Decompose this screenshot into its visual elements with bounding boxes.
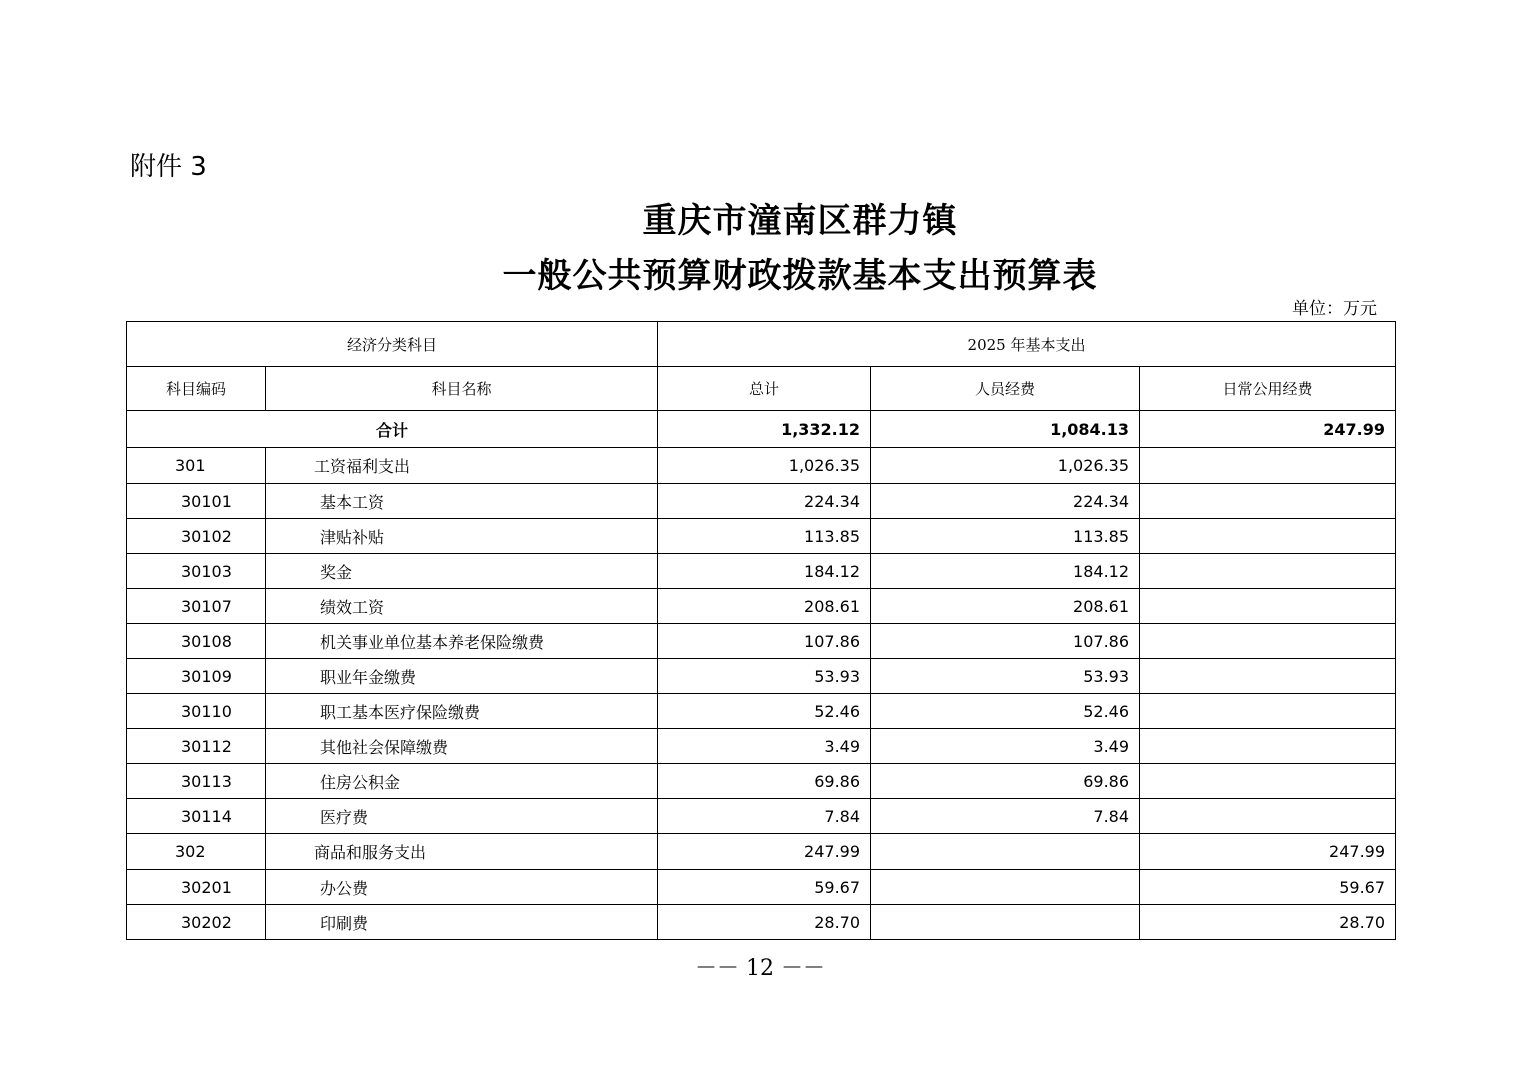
row-code: 302 bbox=[127, 834, 266, 870]
row-code: 30108 bbox=[127, 624, 266, 659]
row-total: 53.93 bbox=[658, 659, 871, 694]
row-name: 绩效工资 bbox=[266, 589, 658, 624]
row-public bbox=[1140, 484, 1396, 519]
total-row bbox=[127, 411, 1396, 448]
total-label: 合计 bbox=[127, 411, 658, 448]
row-name: 职工基本医疗保险缴费 bbox=[266, 694, 658, 729]
unit-label: 单位：万元 bbox=[1292, 299, 1377, 319]
row-code: 30202 bbox=[127, 905, 266, 940]
row-total: 3.49 bbox=[658, 729, 871, 764]
row-public bbox=[1140, 729, 1396, 764]
column-header-row bbox=[127, 367, 1396, 411]
row-personnel: 113.85 bbox=[871, 519, 1140, 554]
document-title-line-1: 重庆市潼南区群力镇 bbox=[642, 201, 958, 241]
row-name: 印刷费 bbox=[266, 905, 658, 940]
row-personnel: 224.34 bbox=[871, 484, 1140, 519]
table-row bbox=[127, 554, 1396, 589]
row-personnel: 3.49 bbox=[871, 729, 1140, 764]
table-row bbox=[127, 764, 1396, 799]
row-public: 28.70 bbox=[1140, 905, 1396, 940]
row-public bbox=[1140, 799, 1396, 834]
row-name: 商品和服务支出 bbox=[266, 834, 658, 870]
row-total: 28.70 bbox=[658, 905, 871, 940]
row-personnel: 107.86 bbox=[871, 624, 1140, 659]
column-header-total: 总计 bbox=[658, 367, 871, 411]
row-total: 224.34 bbox=[658, 484, 871, 519]
total-public: 247.99 bbox=[1140, 411, 1396, 448]
attachment-label: 附件 3 bbox=[130, 152, 207, 182]
table-row bbox=[127, 519, 1396, 554]
row-personnel bbox=[871, 834, 1140, 870]
row-name: 其他社会保障缴费 bbox=[266, 729, 658, 764]
row-total: 69.86 bbox=[658, 764, 871, 799]
row-name: 办公费 bbox=[266, 870, 658, 905]
row-personnel bbox=[871, 870, 1140, 905]
table-row bbox=[127, 834, 1396, 870]
row-code: 30110 bbox=[127, 694, 266, 729]
page-number: －－ 12 －－ bbox=[695, 956, 825, 981]
row-code: 301 bbox=[127, 448, 266, 484]
row-total: 107.86 bbox=[658, 624, 871, 659]
document-title-line-2: 一般公共预算财政拨款基本支出预算表 bbox=[502, 256, 1098, 296]
column-header-personnel: 人员经费 bbox=[871, 367, 1140, 411]
row-personnel: 1,026.35 bbox=[871, 448, 1140, 484]
row-code: 30114 bbox=[127, 799, 266, 834]
table-row bbox=[127, 624, 1396, 659]
row-name: 奖金 bbox=[266, 554, 658, 589]
row-total: 113.85 bbox=[658, 519, 871, 554]
row-code: 30102 bbox=[127, 519, 266, 554]
row-code: 30107 bbox=[127, 589, 266, 624]
row-public bbox=[1140, 519, 1396, 554]
table-row bbox=[127, 484, 1396, 519]
row-personnel bbox=[871, 905, 1140, 940]
budget-table bbox=[126, 321, 1396, 940]
row-personnel: 184.12 bbox=[871, 554, 1140, 589]
row-public bbox=[1140, 589, 1396, 624]
row-code: 30201 bbox=[127, 870, 266, 905]
row-personnel: 53.93 bbox=[871, 659, 1140, 694]
row-total: 184.12 bbox=[658, 554, 871, 589]
row-total: 1,026.35 bbox=[658, 448, 871, 484]
table-row bbox=[127, 729, 1396, 764]
row-code: 30109 bbox=[127, 659, 266, 694]
column-header-code: 科目编码 bbox=[127, 367, 266, 411]
row-public bbox=[1140, 624, 1396, 659]
row-personnel: 52.46 bbox=[871, 694, 1140, 729]
table-row bbox=[127, 799, 1396, 834]
column-header-name: 科目名称 bbox=[266, 367, 658, 411]
row-total: 52.46 bbox=[658, 694, 871, 729]
row-name: 医疗费 bbox=[266, 799, 658, 834]
table-row bbox=[127, 905, 1396, 940]
row-name: 机关事业单位基本养老保险缴费 bbox=[266, 624, 658, 659]
row-public bbox=[1140, 554, 1396, 589]
table-row bbox=[127, 870, 1396, 905]
row-name: 津贴补贴 bbox=[266, 519, 658, 554]
row-total: 208.61 bbox=[658, 589, 871, 624]
row-public bbox=[1140, 659, 1396, 694]
row-total: 7.84 bbox=[658, 799, 871, 834]
table-row bbox=[127, 694, 1396, 729]
table-row bbox=[127, 589, 1396, 624]
row-code: 30112 bbox=[127, 729, 266, 764]
total-personnel: 1,084.13 bbox=[871, 411, 1140, 448]
row-total: 59.67 bbox=[658, 870, 871, 905]
group-header-row bbox=[127, 322, 1396, 367]
row-personnel: 7.84 bbox=[871, 799, 1140, 834]
row-personnel: 69.86 bbox=[871, 764, 1140, 799]
row-public bbox=[1140, 694, 1396, 729]
row-name: 基本工资 bbox=[266, 484, 658, 519]
row-public bbox=[1140, 448, 1396, 484]
row-public bbox=[1140, 764, 1396, 799]
group-header-economic-category: 经济分类科目 bbox=[127, 322, 658, 367]
row-name: 工资福利支出 bbox=[266, 448, 658, 484]
row-code: 30101 bbox=[127, 484, 266, 519]
row-code: 30113 bbox=[127, 764, 266, 799]
row-name: 职业年金缴费 bbox=[266, 659, 658, 694]
column-header-public: 日常公用经费 bbox=[1140, 367, 1396, 411]
table-row bbox=[127, 448, 1396, 484]
total-total: 1,332.12 bbox=[658, 411, 871, 448]
table-row bbox=[127, 659, 1396, 694]
row-name: 住房公积金 bbox=[266, 764, 658, 799]
row-total: 247.99 bbox=[658, 834, 871, 870]
row-personnel: 208.61 bbox=[871, 589, 1140, 624]
row-public: 59.67 bbox=[1140, 870, 1396, 905]
row-public: 247.99 bbox=[1140, 834, 1396, 870]
row-code: 30103 bbox=[127, 554, 266, 589]
group-header-basic-expenditure: 2025 年基本支出 bbox=[658, 322, 1396, 367]
